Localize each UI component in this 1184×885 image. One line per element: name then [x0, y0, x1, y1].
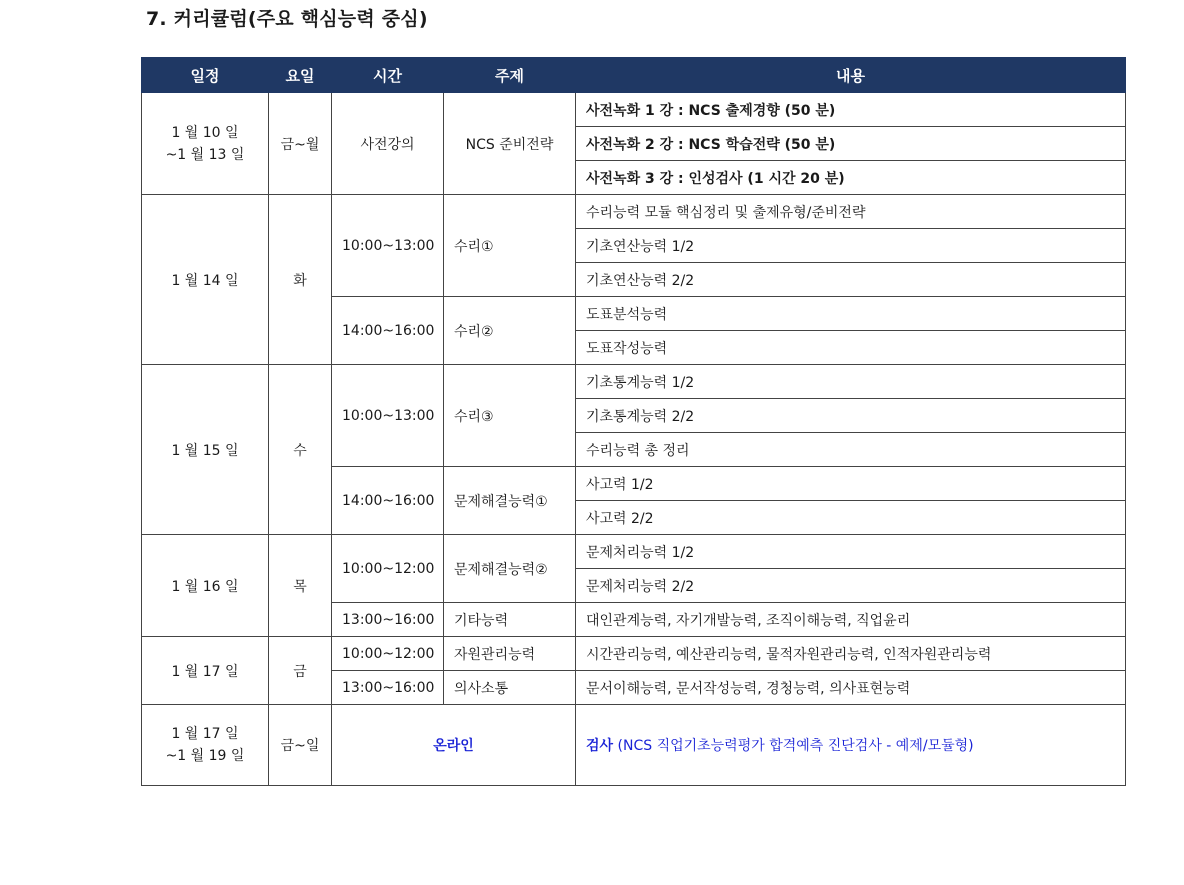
page-title: 7. 커리큘럼(주요 핵심능력 중심) — [146, 8, 428, 30]
content-cell: 기초통계능력 2/2 — [576, 399, 1126, 433]
content-cell: 도표작성능력 — [576, 331, 1126, 365]
table-row — [142, 705, 1126, 786]
topic-cell: 자원관리능력 — [444, 637, 576, 671]
table-row — [142, 195, 1126, 229]
content-cell: 사고력 1/2 — [576, 467, 1126, 501]
day-cell: 목 — [269, 535, 332, 637]
date-line: 1 월 17 일 — [171, 726, 239, 742]
content-cell: 문제처리능력 1/2 — [576, 535, 1126, 569]
header-time: 시간 — [332, 58, 444, 93]
online-mode-cell: 온라인 — [332, 705, 576, 786]
table-header-row — [142, 58, 1126, 93]
date-line: 1 월 10 일 — [171, 124, 239, 141]
test-label: 검사 — [586, 738, 614, 754]
content-cell: 문서이해능력, 문서작성능력, 경청능력, 의사표현능력 — [576, 671, 1126, 705]
time-cell: 10:00~13:00 — [332, 195, 444, 297]
content-cell: 사고력 2/2 — [576, 501, 1126, 535]
table-row — [142, 93, 1126, 127]
day-cell: 금 — [269, 637, 332, 705]
content-cell: 시간관리능력, 예산관리능력, 물적자원관리능력, 인적자원관리능력 — [576, 637, 1126, 671]
date-cell: 1 월 17 일 — [142, 637, 269, 705]
topic-cell: 수리② — [444, 297, 576, 365]
content-cell: 사전녹화 2 강 : NCS 학습전략 (50 분) — [576, 127, 1126, 161]
table-row — [142, 535, 1126, 569]
date-cell — [142, 93, 269, 195]
header-topic: 주제 — [444, 58, 576, 93]
header-day: 요일 — [269, 58, 332, 93]
date-cell: 1 월 14 일 — [142, 195, 269, 365]
time-cell: 사전강의 — [332, 93, 444, 195]
content-cell — [576, 705, 1126, 786]
topic-cell: 의사소통 — [444, 671, 576, 705]
table-row — [142, 365, 1126, 399]
date-line: ~1 월 13 일 — [165, 146, 245, 163]
topic-cell: 수리③ — [444, 365, 576, 467]
header-schedule: 일정 — [142, 58, 269, 93]
date-cell — [142, 705, 269, 786]
table-row — [142, 637, 1126, 671]
content-cell: 기초연산능력 1/2 — [576, 229, 1126, 263]
content-cell: 대인관계능력, 자기개발능력, 조직이해능력, 직업윤리 — [576, 603, 1126, 637]
time-cell: 10:00~12:00 — [332, 637, 444, 671]
content-cell: 문제처리능력 2/2 — [576, 569, 1126, 603]
topic-cell: 기타능력 — [444, 603, 576, 637]
date-cell: 1 월 16 일 — [142, 535, 269, 637]
header-content: 내용 — [576, 58, 1126, 93]
time-cell: 14:00~16:00 — [332, 467, 444, 535]
content-cell: 사전녹화 3 강 : 인성검사 (1 시간 20 분) — [576, 161, 1126, 195]
content-cell: 수리능력 모듈 핵심정리 및 출제유형/준비전략 — [576, 195, 1126, 229]
test-detail: (NCS 직업기초능력평가 합격예측 진단검사 - 예제/모듈형) — [617, 738, 974, 754]
content-cell: 기초통계능력 1/2 — [576, 365, 1126, 399]
topic-cell: 문제해결능력② — [444, 535, 576, 603]
topic-cell: 수리① — [444, 195, 576, 297]
time-cell: 10:00~12:00 — [332, 535, 444, 603]
time-cell: 14:00~16:00 — [332, 297, 444, 365]
date-cell: 1 월 15 일 — [142, 365, 269, 535]
day-cell: 금~월 — [269, 93, 332, 195]
day-cell: 수 — [269, 365, 332, 535]
content-cell: 도표분석능력 — [576, 297, 1126, 331]
day-cell: 금~일 — [269, 705, 332, 786]
content-cell: 기초연산능력 2/2 — [576, 263, 1126, 297]
time-cell: 13:00~16:00 — [332, 671, 444, 705]
topic-cell: NCS 준비전략 — [444, 93, 576, 195]
content-cell: 수리능력 총 정리 — [576, 433, 1126, 467]
time-cell: 10:00~13:00 — [332, 365, 444, 467]
time-cell: 13:00~16:00 — [332, 603, 444, 637]
topic-cell: 문제해결능력① — [444, 467, 576, 535]
curriculum-table — [141, 57, 1126, 786]
day-cell: 화 — [269, 195, 332, 365]
content-cell: 사전녹화 1 강 : NCS 출제경향 (50 분) — [576, 93, 1126, 127]
date-line: ~1 월 19 일 — [165, 748, 245, 764]
